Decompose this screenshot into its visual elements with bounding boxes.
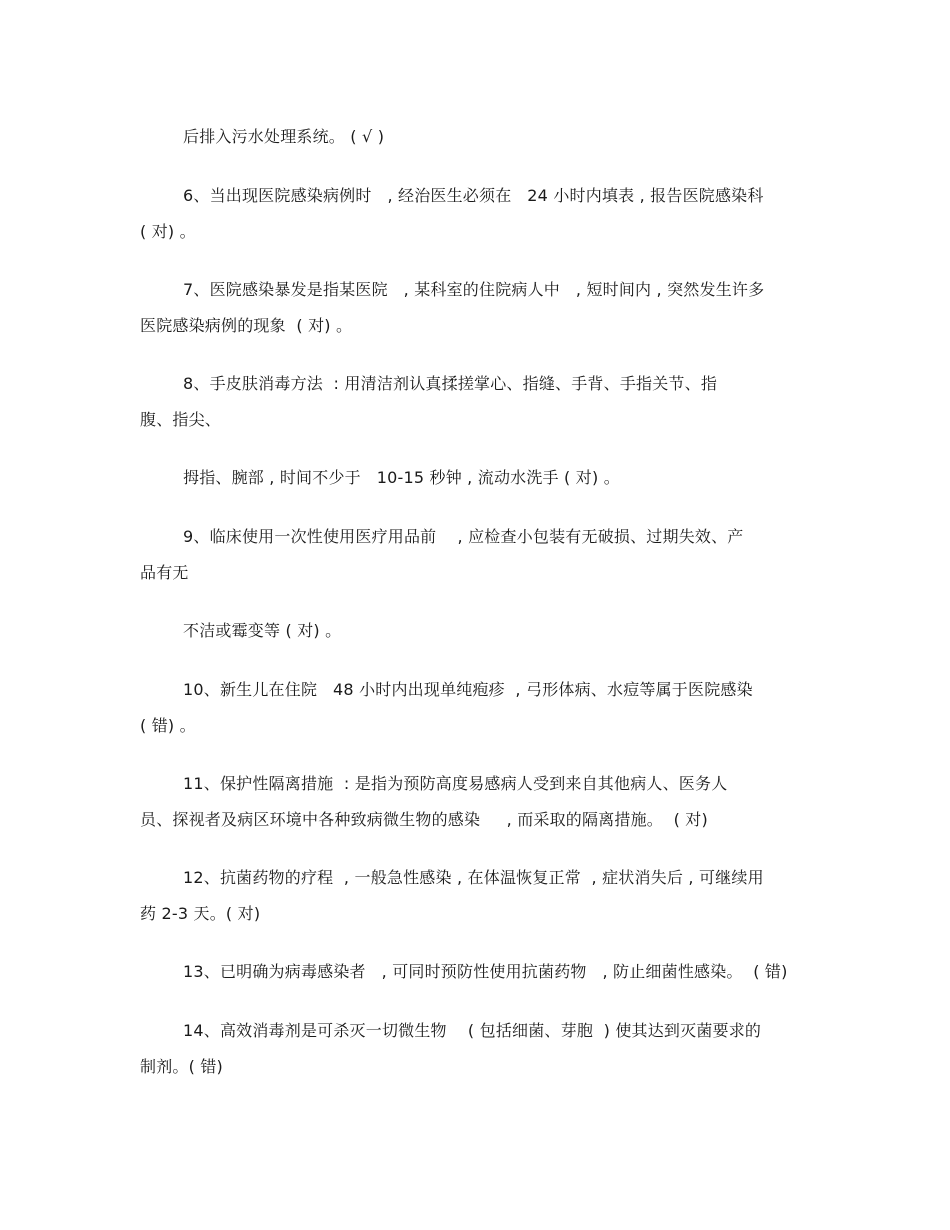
text-line: 药 2-3 天。( 对) (140, 904, 261, 923)
text-line: 不洁或霉变等 ( 对) 。 (183, 621, 342, 640)
text-line: ( 对) 。 (140, 222, 196, 241)
text-line: 11、保护性隔离措施 : 是指为预防高度易感病人受到来自其他病人、医务人 (183, 774, 728, 793)
text-line: 9、临床使用一次性使用医疗用品前 , 应检查小包装有无破损、过期失效、产 (183, 527, 744, 546)
text-line: 医院感染病例的现象 ( 对) 。 (140, 316, 353, 335)
text-line: 制剂。( 错) (140, 1057, 223, 1076)
text-line: 员、探视者及病区环境中各种致病微生物的感染 , 而采取的隔离措施。 ( 对) (140, 810, 708, 829)
text-line: 品有无 (140, 563, 189, 582)
text-line: 13、已明确为病毒感染者 , 可同时预防性使用抗菌药物 , 防止细菌性感染。 ( 错) (183, 962, 788, 981)
text-line: ( 错) 。 (140, 716, 196, 735)
text-line: 腹、指尖、 (140, 410, 222, 429)
text-line: 8、手皮肤消毒方法 : 用清洁剂认真揉搓掌心、指缝、手背、手指关节、指 (183, 374, 718, 393)
text-line: 7、医院感染暴发是指某医院 , 某科室的住院病人中 , 短时间内 , 突然发生许多 (183, 280, 765, 299)
text-line: 后排入污水处理系统。 ( √ ) (183, 127, 385, 146)
text-line: 14、高效消毒剂是可杀灭一切微生物 ( 包括细菌、芽胞 ) 使其达到灭菌要求的 (183, 1021, 762, 1040)
text-line: 拇指、腕部 , 时间不少于 10-15 秒钟 , 流动水洗手 ( 对) 。 (183, 468, 620, 487)
text-line: 10、新生儿在住院 48 小时内出现单纯疱疹 , 弓形体病、水痘等属于医院感染 (183, 680, 753, 699)
text-line: 12、抗菌药物的疗程 , 一般急性感染 , 在体温恢复正常 , 症状消失后 , 可继续用 (183, 868, 764, 887)
text-line: 6、当出现医院感染病例时 , 经治医生必须在 24 小时内填表 , 报告医院感染科 (183, 186, 764, 205)
